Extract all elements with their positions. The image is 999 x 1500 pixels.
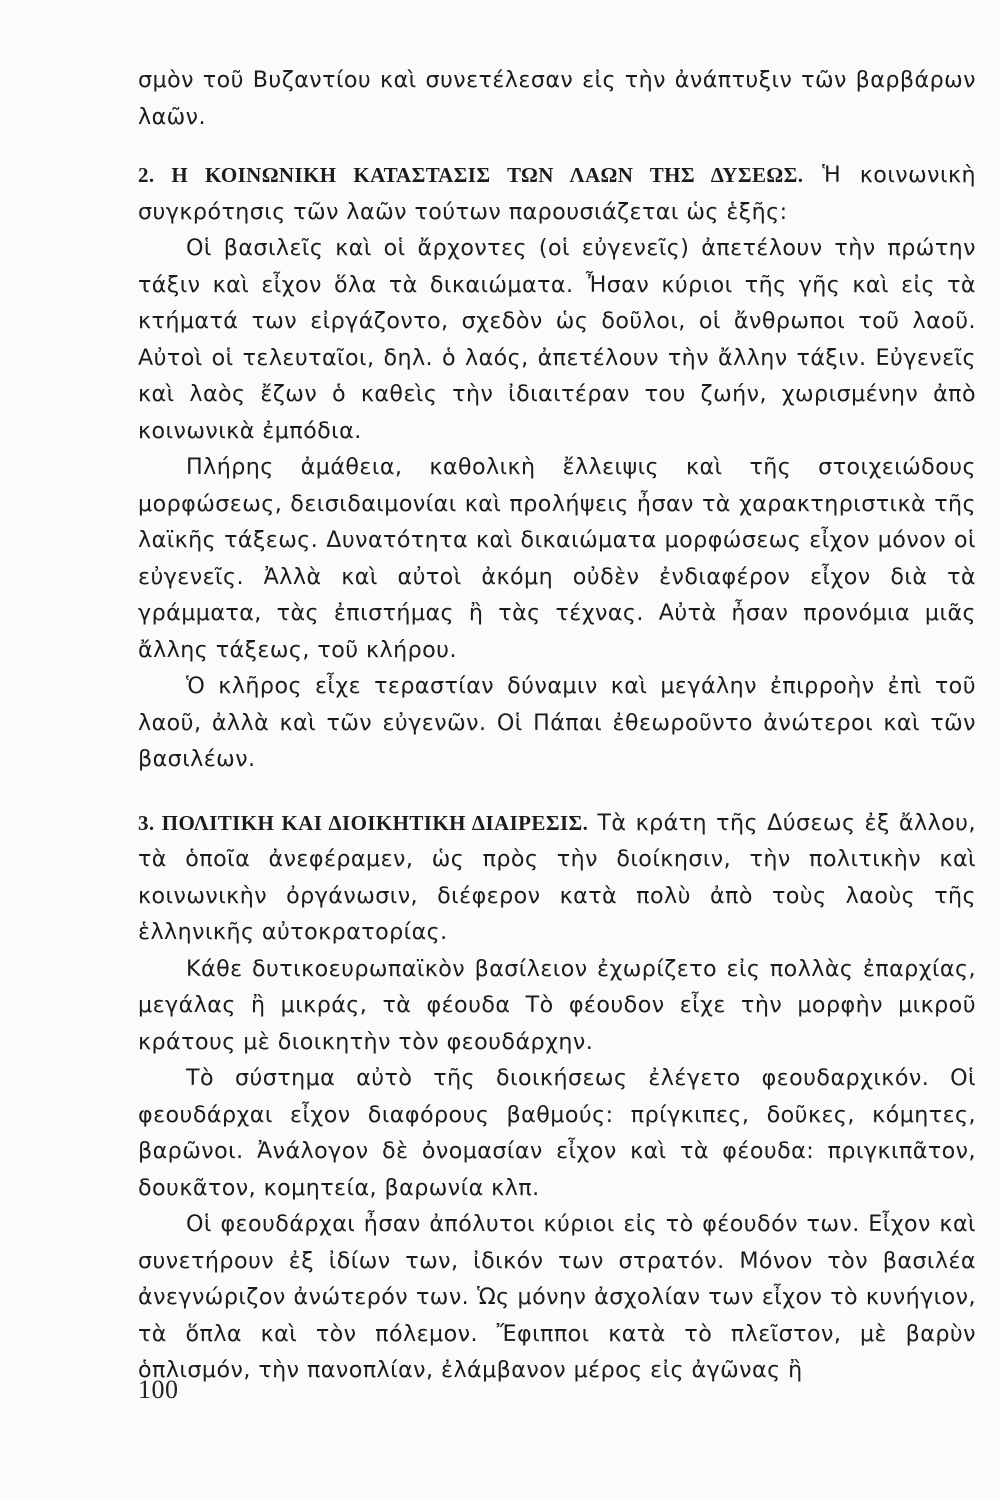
paragraph-text: Πλήρης ἀμάθεια, καθολικὴ ἔλλειψις καὶ τῆς στοιχειώδους μορφώσεως, δεισιδαιμονίαι καὶ προλήψεις ἦσαν τὰ χαρακτηριστικὰ τῆς λαϊκῆς τάξεως. Δυνατότητα καὶ δικαιώματα μορφώσεως εἶχον μόνον οἱ εὐγενεῖς. Ἀλλὰ καὶ αὐτοὶ ἀκόμη οὐδὲν ἐνδιαφέρον εἶχον διὰ τὰ γράμματα, τὰς ἐπιστήμας ἢ τὰς τέχνας. Αὐτὰ ἦσαν προνόμια μιᾶς ἄλλης τάξεως, τοῦ κλήρου. [138,454,976,663]
paragraph-text: Οἱ φεουδάρχαι ἦσαν ἀπόλυτοι κύριοι εἰς τὸ φέουδόν των. Εἶχον καὶ συνετήρουν ἐξ ἰδίων των, ἰδικόν των στρατόν. Μόνον τὸν βασιλέα ἀνεγνώριζον ἀνώτερόν των. Ὡς μόνην ἀσχολίαν των εἶχον τὸ κυνήγιον, τὰ ὅπλα καὶ τὸν πόλεμον. Ἔφιπποι κατὰ τὸ πλεῖστον, μὲ βαρὺν ὁπλισμόν, τὴν πανοπλίαν, ἐλάμβανον μέρος εἰς ἀγῶνας ἢ [138,1211,976,1383]
paragraph-text: Τὸ σύστημα αὐτὸ τῆς διοικήσεως ἐλέγετο φεουδαρχικόν. Οἱ φεουδάρχαι εἶχον διαφόρους βαθμούς: πρίγκιπες, δοῦκες, κόμητες, βαρῶνοι. Ἀνάλογον δὲ ὀνομασίαν εἶχον καὶ τὰ φέουδα: πριγκιπᾶτον, δουκᾶτον, κομητεία, βαρωνία κλπ. [138,1065,976,1201]
paragraph-fiefs [138,951,976,1061]
paragraph-feudal-system [138,1060,976,1206]
paragraph-ignorance [138,449,976,668]
paragraph-text: σμὸν τοῦ Βυζαντίου καὶ συνετέλεσαν εἰς τὴν ἀνάπτυξιν τῶν βαρβάρων λαῶν. [138,67,976,130]
paragraph-text: Τὰ κράτη τῆς Δύσεως ἐξ ἄλλου, τὰ ὁποῖα ἀνεφέραμεν, ὡς πρὸς τὴν διοίκησιν, τὴν πολιτικὴν καὶ κοινωνικὴν ὀργάνωσιν, διέφερον κατὰ πολὺ ἀπὸ τοὺς λαοὺς τῆς ἑλληνικῆς αὐτοκρατορίας. [138,809,976,945]
paragraph-clergy [138,668,976,778]
section-2-paragraph [138,157,976,230]
paragraph-text: Κάθε δυτικοευρωπαϊκὸν βασίλειον ἐχωρίζετο εἰς πολλὰς ἐπαρχίας, μεγάλας ἢ μικράς, τὰ φέουδα Τὸ φέουδον εἶχε τὴν μορφὴν μικροῦ κράτους μὲ διοικητὴν τὸν φεουδάρχην. [138,955,976,1055]
paragraph-continuation [138,62,976,135]
section-heading: 3. ΠΟΛΙΤΙΚΗ ΚΑΙ ΔΙΟΙΚΗΤΙΚΗ ΔΙΑΙΡΕΣΙΣ. [138,810,589,835]
page-number: 100 [138,1375,179,1404]
paragraph-text: Οἱ βασιλεῖς καὶ οἱ ἄρχοντες (οἱ εὐγενεῖς) ἀπετέλουν τὴν πρώτην τάξιν καὶ εἶχον ὅλα τὰ δικαιώματα. Ἦσαν κύριοι τῆς γῆς καὶ εἰς τὰ κτήματά των εἰργάζοντο, σχεδὸν ὡς δοῦλοι, οἱ ἄνθρωποι τοῦ λαοῦ. Αὐτοὶ οἱ τελευταῖοι, δηλ. ὁ λαός, ἀπετέλουν τὴν ἄλλην τάξιν. Εὐγενεῖς καὶ λαὸς ἔζων ὁ καθεὶς τὴν ἰδιαιτέραν του ζωήν, χωρισμένην ἀπὸ κοινωνικὰ ἐμπόδια. [138,235,976,444]
paragraph-text: Ἡ κοινωνικὴ συγκρότησις τῶν λαῶν τούτων παρουσιάζεται ὡς ἑξῆς: [138,162,977,225]
section-3-paragraph [138,805,976,951]
section-heading: 2. Η ΚΟΙΝΩΝΙΚΗ ΚΑΤΑΣΤΑΣΙΣ ΤΩΝ ΛΑΩΝ ΤΗΣ ΔΥΣΕΩΣ. [138,163,804,187]
paragraph-text: Ὁ κλῆρος εἶχε τεραστίαν δύναμιν καὶ μεγάλην ἐπιρροὴν ἐπὶ τοῦ λαοῦ, ἀλλὰ καὶ τῶν εὐγενῶν. Οἱ Πάπαι ἐθεωροῦντο ἀνώτεροι καὶ τῶν βασιλέων. [138,673,976,772]
paragraph-classes [138,230,976,449]
paragraph-feudal-lords [138,1206,976,1389]
book-page [138,62,976,1482]
